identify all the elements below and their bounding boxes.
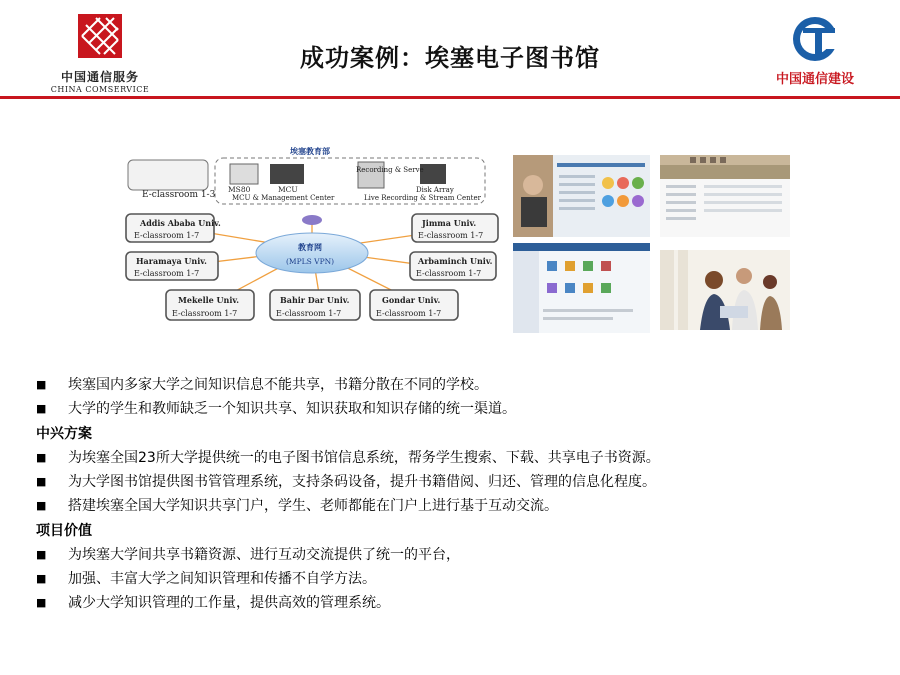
left-logo-en: CHINA COMSERVICE (50, 85, 150, 94)
site-room-0: E-classroom 1-7 (134, 231, 200, 240)
value-item: ■ 为埃塞大学间共享书籍资源、进行互动交流提供了统一的平台， (36, 547, 460, 563)
solution-heading: 中兴方案 (36, 425, 92, 442)
library-catalog-screenshot (660, 155, 790, 237)
library-portal-screenshot (513, 155, 650, 237)
hq-item-mcu: MCU (278, 185, 298, 194)
hq-item-disk: Disk Array (416, 186, 454, 194)
intro-item: ■ 大学的学生和教师缺乏一个知识共享、知识获取和知识存储的统一渠道。 (36, 401, 516, 417)
value-item: ■ 加强、丰富大学之间知识管理和传播不自学方法。 (36, 571, 376, 587)
bullet-square-icon: ■ (36, 547, 47, 561)
bullet-square-icon: ■ (36, 401, 47, 415)
students-reading-photo (660, 250, 790, 330)
site-name-6: Jimma Univ. (422, 218, 477, 228)
bullet-square-icon: ■ (36, 498, 47, 512)
site-name-1: Haramaya Univ. (136, 256, 207, 266)
solution-item: ■ 搭建埃塞全国大学知识共享门户，学生、老师都能在门户上进行基于互动交流。 (36, 498, 558, 514)
site-room-2: E-classroom 1-7 (172, 309, 238, 318)
site-name-3: Bahir Dar Univ. (280, 295, 350, 305)
hq-item-ms80: MS80 (228, 185, 251, 194)
hq-item-recording: Recording & Serve (356, 166, 424, 174)
intro-item: ■ 埃塞国内多家大学之间知识信息不能共享，书籍分散在不同的学校。 (36, 377, 488, 393)
bullet-square-icon: ■ (36, 474, 47, 488)
bullet-square-icon: ■ (36, 377, 47, 391)
page-title: 成功案例：埃塞电子图书馆 (300, 44, 600, 72)
diagram-network: 教育网 (298, 242, 322, 252)
china-telecom-construction-icon (760, 12, 870, 68)
right-logo-cn: 中国通信建设 (775, 72, 854, 87)
china-telecom-construction-logo (760, 12, 870, 92)
site-room-3: E-classroom 1-7 (276, 309, 342, 318)
site-room-1: E-classroom 1-7 (134, 269, 200, 278)
value-item: ■ 减少大学知识管理的工作量，提供高效的管理系统。 (36, 595, 390, 611)
diagram-network-sub: (MPLS VPN) (286, 257, 335, 266)
site-name-0: Addis Ababa Univ. (140, 218, 221, 228)
site-name-4: Gondar Univ. (382, 295, 441, 305)
hq-item-stream: Live Recording & Stream Center (364, 194, 481, 202)
bullet-square-icon: ■ (36, 450, 47, 464)
diagram-hq-label: 埃塞教育部 (290, 146, 330, 156)
bullet-square-icon: ■ (36, 595, 47, 609)
bullet-square-icon: ■ (36, 571, 47, 585)
case-description (36, 372, 876, 614)
library-admin-screenshot (513, 243, 650, 333)
value-heading: 项目价值 (36, 522, 92, 539)
site-room-4: E-classroom 1-7 (376, 309, 442, 318)
solution-item: ■ 为埃塞全国23所大学提供统一的电子图书馆信息系统，帮务学生搜索、下载、共享电子书资源。 (36, 450, 660, 466)
site-name-5: Arbaminch Univ. (418, 256, 493, 266)
site-room-6: E-classroom 1-7 (418, 231, 484, 240)
header-divider (0, 96, 900, 99)
diagram-site-a: E-classroom 1-3 (142, 190, 216, 200)
hq-item-mcu-center: MCU & Management Center (232, 194, 335, 202)
left-logo-cn: 中国通信服务 (60, 70, 139, 84)
solution-item: ■ 为大学图书馆提供图书管管理系统，支持条码设备，提升书籍借阅、归还、管理的信息化程度。 (36, 474, 656, 490)
network-diagram (120, 140, 505, 340)
site-room-5: E-classroom 1-7 (416, 269, 482, 278)
site-name-2: Mekelle Univ. (178, 295, 239, 305)
